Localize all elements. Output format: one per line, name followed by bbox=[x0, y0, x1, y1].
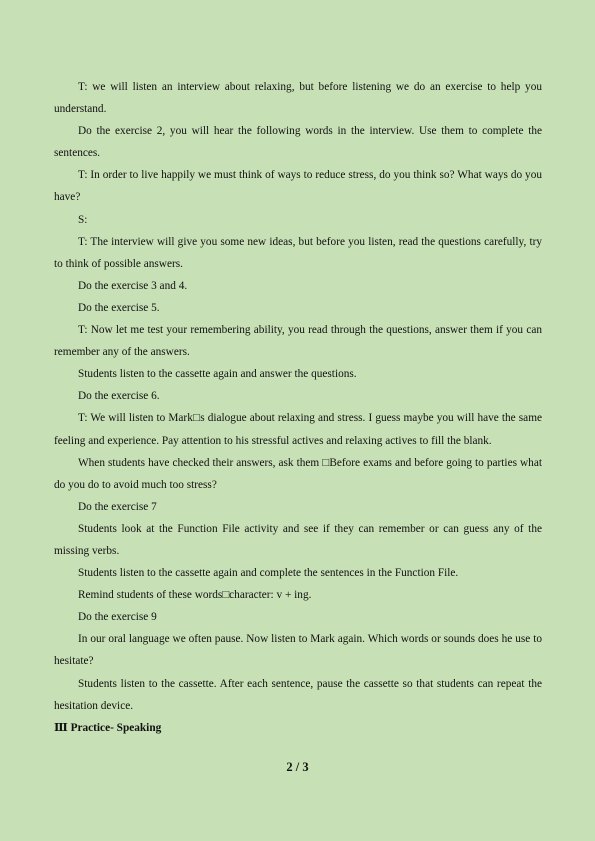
paragraph-16: Remind students of these words□character: v + ing. bbox=[78, 589, 312, 602]
paragraph-5: T: The interview will give you some new ideas, but before you listen, read the questions carefully, try to think of possible answers. bbox=[54, 235, 542, 270]
paragraph-9: Students listen to the cassette again and answer the questions. bbox=[78, 368, 357, 381]
paragraph-14: Students look at the Function File activity and see if they can remember or can guess any of the missing verbs. bbox=[54, 522, 542, 557]
paragraph-15: Students listen to the cassette again and complete the sentences in the Function File. bbox=[78, 567, 459, 580]
paragraph-3: T: In order to live happily we must think of ways to reduce stress, do you think so? What ways do you have? bbox=[54, 169, 542, 204]
paragraph-18: In our oral language we often pause. Now listen to Mark again. Which words or sounds does he use to hesitate? bbox=[54, 633, 542, 668]
section-heading: Ⅲ Practice- Speaking bbox=[54, 721, 162, 734]
paragraph-2: Do the exercise 2, you will hear the following words in the interview. Use them to complete the sentences. bbox=[54, 125, 542, 160]
page-number: 2 / 3 bbox=[286, 760, 309, 774]
document-body bbox=[54, 76, 542, 739]
paragraph-7: Do the exercise 5. bbox=[78, 301, 160, 314]
paragraph-12: When students have checked their answers, ask them □Before exams and before going to parties what do you do to avoid much too stress? bbox=[54, 456, 542, 491]
paragraph-4: S: bbox=[78, 213, 88, 226]
paragraph-10: Do the exercise 6. bbox=[78, 390, 160, 403]
paragraph-6: Do the exercise 3 and 4. bbox=[78, 279, 188, 292]
paragraph-19: Students listen to the cassette. After each sentence, pause the cassette so that students can repeat the hesitation device. bbox=[54, 677, 542, 712]
paragraph-8: T: Now let me test your remembering ability, you read through the questions, answer them if you can remember any of the answers. bbox=[54, 324, 542, 359]
paragraph-13: Do the exercise 7 bbox=[78, 500, 157, 513]
paragraph-11: T: We will listen to Mark□s dialogue about relaxing and stress. I guess maybe you will have the same feeling and experience. Pay attention to his stressful actives and relaxing actives to fill the blank. bbox=[54, 412, 542, 447]
paragraph-1: T: we will listen an interview about relaxing, but before listening we do an exercise to help you understand. bbox=[54, 81, 542, 116]
paragraph-17: Do the exercise 9 bbox=[78, 611, 157, 624]
